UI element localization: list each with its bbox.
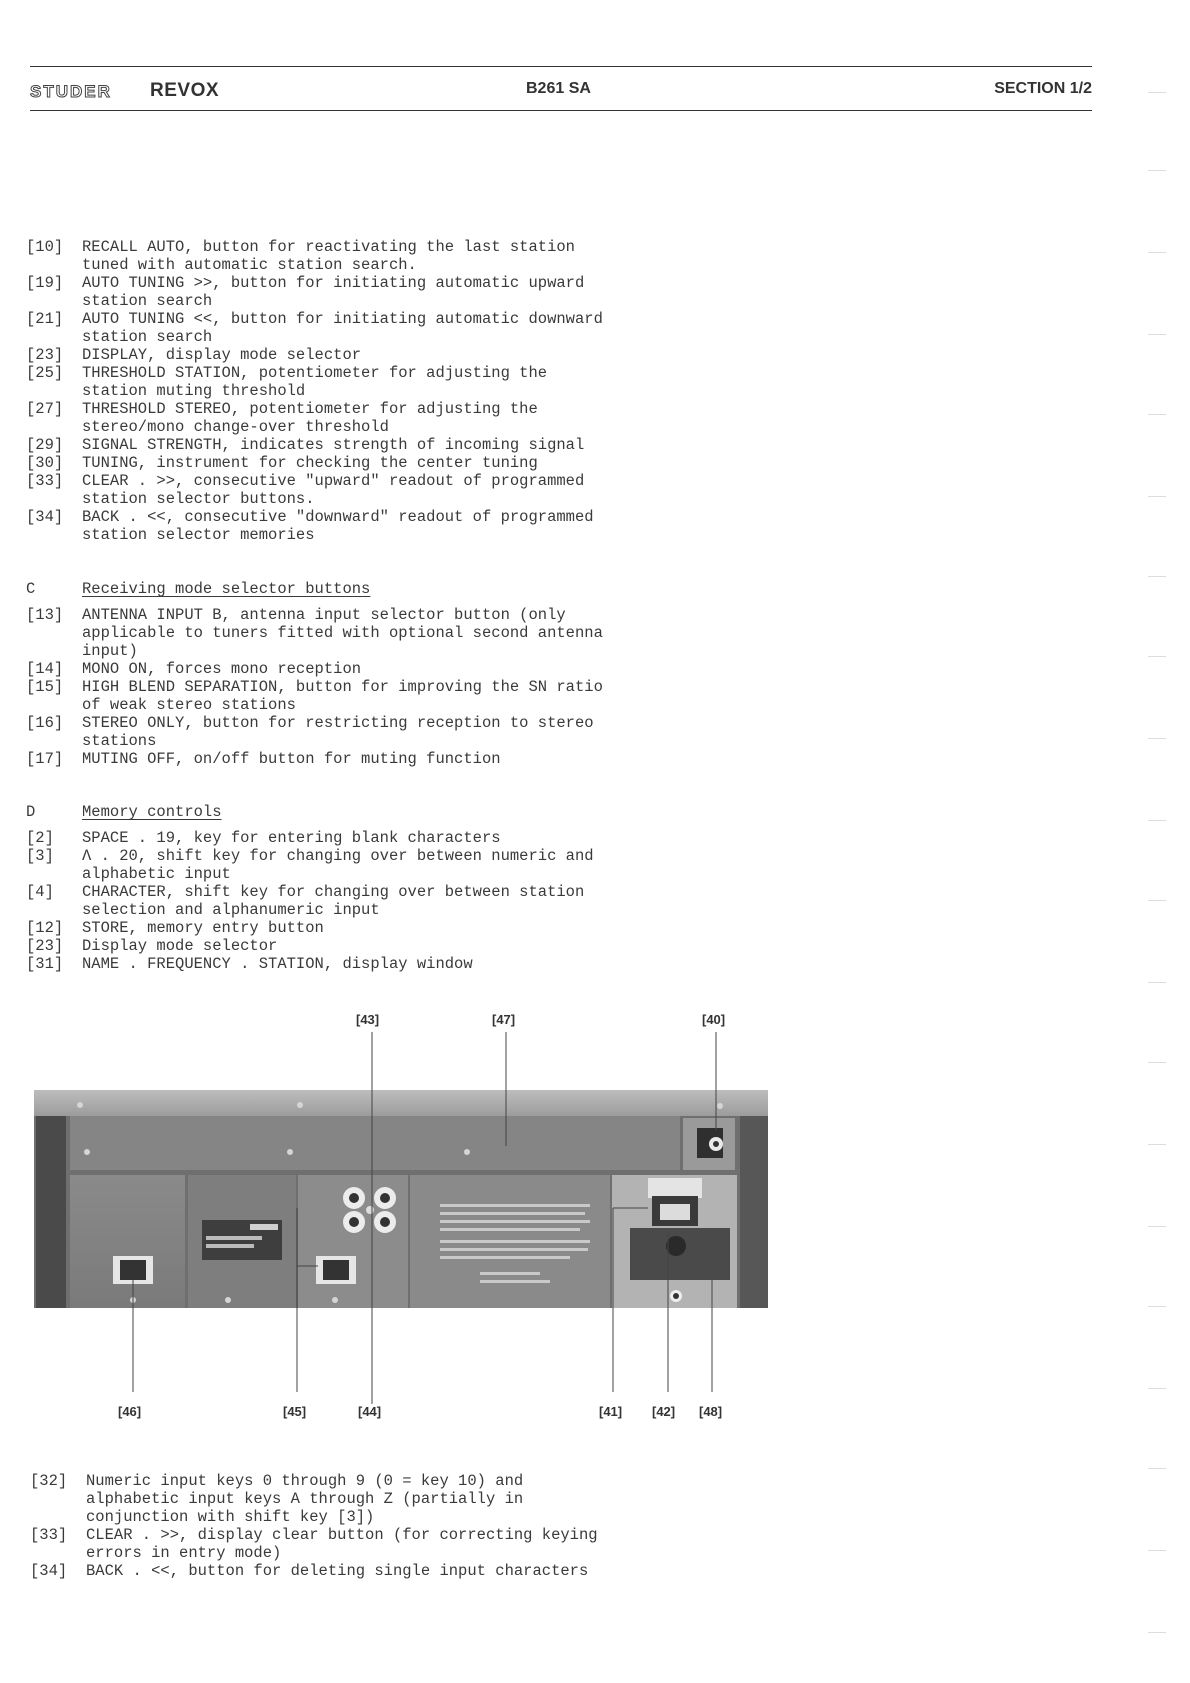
item-number: [29] <box>26 436 64 454</box>
item-number: [19] <box>26 274 64 292</box>
item-description <box>82 400 726 436</box>
list-item <box>26 508 726 544</box>
item-description <box>86 1472 730 1526</box>
item-line: STORE, memory entry button <box>82 919 324 937</box>
item-number: [2] <box>26 829 54 847</box>
item-line: station muting threshold <box>82 382 306 400</box>
item-line: AUTO TUNING >>, button for initiating automatic upward <box>82 274 585 292</box>
callout-42: [42] <box>652 1404 676 1419</box>
item-number: [14] <box>26 660 64 678</box>
section-c <box>26 580 726 768</box>
list-item <box>26 436 726 454</box>
item-description <box>82 606 726 660</box>
list-item <box>30 1472 730 1526</box>
item-description <box>82 955 726 973</box>
item-description <box>82 750 726 768</box>
item-description <box>82 436 726 454</box>
item-description <box>82 472 726 508</box>
item-line: RECALL AUTO, button for reactivating the last station <box>82 238 575 256</box>
item-line: errors in entry mode) <box>86 1544 282 1562</box>
section-c-letter: C <box>26 580 36 598</box>
callout-45: [45] <box>283 1404 307 1419</box>
list-item <box>26 472 726 508</box>
item-description <box>82 660 726 678</box>
callout-46: [46] <box>118 1404 142 1419</box>
list-item <box>26 883 726 919</box>
item-description <box>82 238 726 274</box>
item-line: CHARACTER, shift key for changing over between station <box>82 883 585 901</box>
item-line: BACK . <<, consecutive "downward" readout of programmed <box>82 508 594 526</box>
item-line: NAME . FREQUENCY . STATION, display window <box>82 955 473 973</box>
item-line: selection and alphanumeric input <box>82 901 380 919</box>
callout-40: [40] <box>702 1012 726 1027</box>
item-description <box>82 274 726 310</box>
item-line: stations <box>82 732 157 750</box>
item-line: SIGNAL STRENGTH, indicates strength of incoming signal <box>82 436 585 454</box>
item-description <box>86 1526 730 1562</box>
list-item <box>26 346 726 364</box>
item-line: HIGH BLEND SEPARATION, button for improving the SN ratio <box>82 678 603 696</box>
item-number: [12] <box>26 919 64 937</box>
item-description <box>82 678 726 714</box>
list-item <box>26 678 726 714</box>
section-d-title: Memory controls <box>82 803 222 821</box>
list-item <box>26 310 726 346</box>
section-d-items <box>26 829 726 973</box>
item-description <box>82 937 726 955</box>
item-description <box>82 919 726 937</box>
header-rule-bottom <box>30 110 1092 111</box>
list-item <box>26 660 726 678</box>
item-line: tuned with automatic station search. <box>82 256 417 274</box>
item-number: [16] <box>26 714 64 732</box>
item-line: THRESHOLD STEREO, potentiometer for adjusting the <box>82 400 538 418</box>
item-line: THRESHOLD STATION, potentiometer for adjusting the <box>82 364 548 382</box>
item-number: [13] <box>26 606 64 624</box>
revox-logo: REVOX <box>150 80 220 101</box>
callout-41: [41] <box>599 1404 623 1419</box>
list-item <box>30 1562 730 1580</box>
section-number: SECTION 1/2 <box>994 80 1092 97</box>
section-d <box>26 803 726 973</box>
item-description <box>82 847 726 883</box>
callout-48: [48] <box>699 1404 723 1419</box>
item-line: station selector memories <box>82 526 315 544</box>
item-number: [31] <box>26 955 64 973</box>
item-line: alphabetic input keys A through Z (partially in <box>86 1490 524 1508</box>
item-line: TUNING, instrument for checking the center tuning <box>82 454 538 472</box>
item-description <box>82 883 726 919</box>
item-line: ANTENNA INPUT B, antenna input selector button (only <box>82 606 566 624</box>
item-number: [23] <box>26 346 64 364</box>
list-item <box>26 714 726 750</box>
item-number: [32] <box>30 1472 68 1490</box>
item-description <box>82 346 726 364</box>
section-d-letter: D <box>26 803 36 821</box>
callout-43: [43] <box>356 1012 380 1027</box>
item-number: [33] <box>26 472 64 490</box>
item-number: [27] <box>26 400 64 418</box>
item-description <box>82 829 726 847</box>
item-number: [3] <box>26 847 54 865</box>
list-item <box>26 919 726 937</box>
list-item <box>26 750 726 768</box>
item-number: [23] <box>26 937 64 955</box>
item-line: MUTING OFF, on/off button for muting function <box>82 750 501 768</box>
section-c-title: Receiving mode selector buttons <box>82 580 371 598</box>
item-line: conjunction with shift key [3]) <box>86 1508 375 1526</box>
item-line: DISPLAY, display mode selector <box>82 346 362 364</box>
model-number: B261 SA <box>526 80 591 97</box>
list-item <box>30 1526 730 1562</box>
item-line: BACK . <<, button for deleting single input characters <box>86 1562 589 1580</box>
list-item <box>26 238 726 274</box>
item-number: [30] <box>26 454 64 472</box>
item-line: SPACE . 19, key for entering blank characters <box>82 829 501 847</box>
item-number: [25] <box>26 364 64 382</box>
item-number: [33] <box>30 1526 68 1544</box>
item-number: [21] <box>26 310 64 328</box>
item-line: station selector buttons. <box>82 490 315 508</box>
item-line: alphabetic input <box>82 865 231 883</box>
callout-44: [44] <box>358 1404 382 1419</box>
list-item <box>26 274 726 310</box>
item-number: [10] <box>26 238 64 256</box>
list-item <box>26 937 726 955</box>
item-description <box>82 508 726 544</box>
item-number: [17] <box>26 750 64 768</box>
item-number: [34] <box>26 508 64 526</box>
list-item <box>26 454 726 472</box>
callout-47: [47] <box>492 1012 516 1027</box>
item-line: stereo/mono change-over threshold <box>82 418 389 436</box>
item-description <box>86 1562 730 1580</box>
item-line: Display mode selector <box>82 937 278 955</box>
item-number: [15] <box>26 678 64 696</box>
item-number: [4] <box>26 883 54 901</box>
item-number: [34] <box>30 1562 68 1580</box>
studer-logo: STUDER <box>30 82 112 101</box>
list-item <box>26 847 726 883</box>
item-line: AUTO TUNING <<, button for initiating automatic downward <box>82 310 603 328</box>
item-line: STEREO ONLY, button for restricting reception to stereo <box>82 714 594 732</box>
item-line: MONO ON, forces mono reception <box>82 660 362 678</box>
item-line: of weak stereo stations <box>82 696 296 714</box>
item-line: station search <box>82 328 213 346</box>
item-description <box>82 714 726 750</box>
control-list-b <box>26 238 726 544</box>
item-description <box>82 364 726 400</box>
list-item <box>26 606 726 660</box>
list-item <box>26 400 726 436</box>
item-description <box>82 454 726 472</box>
list-item <box>26 955 726 973</box>
header-rule-top <box>30 66 1092 67</box>
item-line: applicable to tuners fitted with optional second antenna <box>82 624 603 642</box>
list-item <box>26 829 726 847</box>
item-line: input) <box>82 642 138 660</box>
control-list-e <box>30 1472 730 1580</box>
item-line: Λ . 20, shift key for changing over between numeric and <box>82 847 594 865</box>
section-c-items <box>26 606 726 768</box>
item-line: CLEAR . >>, display clear button (for correcting keying <box>86 1526 598 1544</box>
item-line: Numeric input keys 0 through 9 (0 = key 10) and <box>86 1472 524 1490</box>
item-line: station search <box>82 292 213 310</box>
item-line: CLEAR . >>, consecutive "upward" readout of programmed <box>82 472 585 490</box>
list-item <box>26 364 726 400</box>
item-description <box>82 310 726 346</box>
